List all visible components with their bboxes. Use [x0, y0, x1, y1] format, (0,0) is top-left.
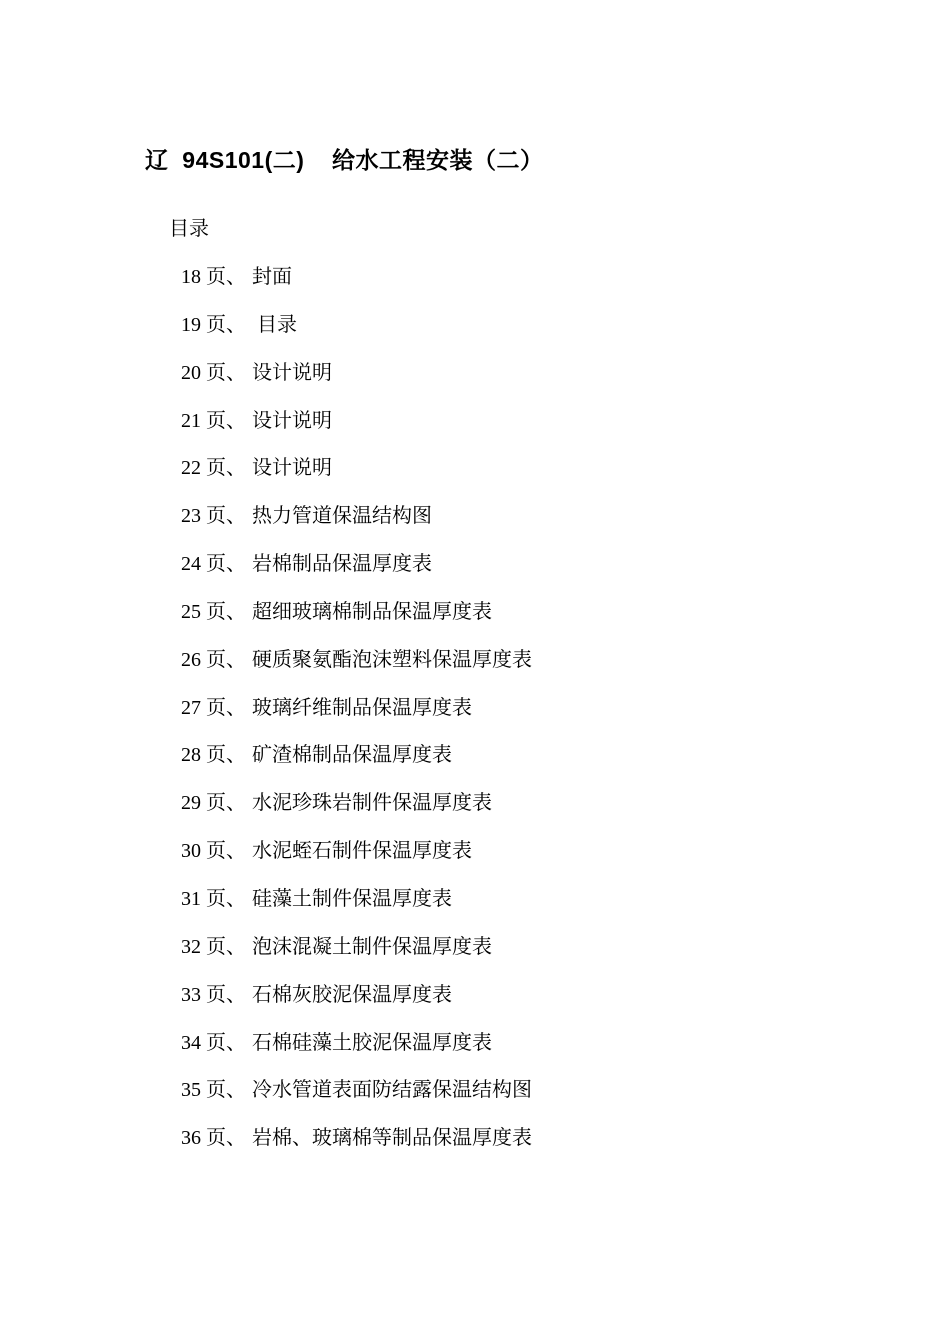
toc-page-number: 26 页: [181, 648, 226, 671]
toc-entry-title: 岩棉制品保温厚度表: [252, 553, 432, 576]
toc-separator: 、: [226, 696, 246, 719]
toc-page-number: 28 页: [181, 744, 226, 767]
toc-separator: 、: [226, 935, 246, 958]
toc-heading: 目录: [169, 218, 209, 240]
toc-page-number: 19 页: [181, 313, 226, 336]
toc-separator: 、: [226, 840, 246, 863]
toc-entry-title: 超细玻璃棉制品保温厚度表: [252, 600, 492, 623]
toc-entry: [0, 1075, 950, 1123]
toc-entry: [0, 597, 950, 645]
toc-page-number: 20 页: [181, 361, 226, 384]
toc-entry-title: 封面: [252, 266, 292, 288]
toc-entry-title: 矿渣棉制品保温厚度表: [252, 744, 452, 767]
toc-entry: [0, 980, 950, 1028]
toc-page-number: 30 页: [181, 840, 226, 863]
toc-separator: 、: [226, 744, 246, 767]
toc-separator: 、: [226, 600, 246, 623]
toc-entry-title: 硅藻土制件保温厚度表: [252, 887, 452, 910]
toc-entry-title: 硬质聚氨酯泡沫塑料保温厚度表: [252, 648, 532, 671]
toc-separator: 、: [226, 1031, 246, 1054]
toc-entry: [0, 836, 950, 884]
toc-entry-title: 设计说明: [252, 361, 332, 384]
toc-entry-title: 玻璃纤维制品保温厚度表: [252, 696, 472, 719]
toc-separator: 、: [226, 361, 246, 384]
toc-page-number: 33 页: [181, 983, 226, 1006]
toc-entry-title: 热力管道保温结构图: [252, 505, 432, 528]
toc-page-number: 23 页: [181, 505, 226, 528]
toc-entry-title: 设计说明: [252, 457, 332, 480]
toc-entry: [0, 406, 950, 454]
toc-list: [0, 262, 950, 1171]
toc-entry: [0, 884, 950, 932]
toc-page-number: 35 页: [181, 1079, 226, 1102]
toc-separator: 、: [226, 887, 246, 910]
toc-entry-title: 目录: [252, 313, 297, 336]
toc-page-number: 29 页: [181, 792, 226, 815]
document-title: 辽 94S101(二) 给水工程安装（二）: [145, 147, 544, 173]
toc-entry-title: 泡沫混凝土制件保温厚度表: [252, 935, 492, 958]
toc-entry: [0, 549, 950, 597]
toc-page-number: 34 页: [181, 1031, 226, 1054]
toc-page-number: 32 页: [181, 935, 226, 958]
toc-separator: 、: [226, 553, 246, 576]
toc-entry-title: 冷水管道表面防结露保温结构图: [252, 1079, 532, 1102]
toc-entry: [0, 501, 950, 549]
toc-entry: [0, 1123, 950, 1171]
toc-separator: 、: [226, 505, 246, 528]
toc-page-number: 22 页: [181, 457, 226, 480]
toc-separator: 、: [226, 313, 246, 336]
toc-entry-title: 石棉灰胶泥保温厚度表: [252, 983, 452, 1006]
toc-entry-title: 水泥蛭石制件保温厚度表: [252, 840, 472, 863]
toc-entry-title: 设计说明: [252, 409, 332, 432]
toc-separator: 、: [226, 1079, 246, 1102]
toc-page-number: 31 页: [181, 887, 226, 910]
toc-entry: [0, 693, 950, 741]
toc-entry: [0, 645, 950, 693]
toc-entry-title: 水泥珍珠岩制件保温厚度表: [252, 792, 492, 815]
toc-entry: [0, 932, 950, 980]
toc-separator: 、: [226, 457, 246, 480]
toc-page-number: 21 页: [181, 409, 226, 432]
toc-page-number: 36 页: [181, 1127, 226, 1150]
toc-entry-title: 石棉硅藻土胶泥保温厚度表: [252, 1031, 492, 1054]
toc-entry-title: 岩棉、玻璃棉等制品保温厚度表: [252, 1127, 532, 1150]
toc-entry: [0, 740, 950, 788]
toc-entry: [0, 262, 950, 310]
toc-page-number: 25 页: [181, 600, 226, 623]
toc-separator: 、: [226, 1127, 246, 1150]
toc-entry: [0, 788, 950, 836]
toc-entry: [0, 453, 950, 501]
toc-entry: [0, 358, 950, 406]
toc-page-number: 24 页: [181, 553, 226, 576]
toc-separator: 、: [226, 648, 246, 671]
toc-separator: 、: [226, 983, 246, 1006]
toc-page-number: 18 页: [181, 266, 226, 288]
toc-separator: 、: [226, 409, 246, 432]
toc-separator: 、: [226, 792, 246, 815]
toc-separator: 、: [226, 266, 246, 288]
toc-page-number: 27 页: [181, 696, 226, 719]
toc-entry: [0, 1028, 950, 1076]
toc-entry: [0, 310, 950, 358]
